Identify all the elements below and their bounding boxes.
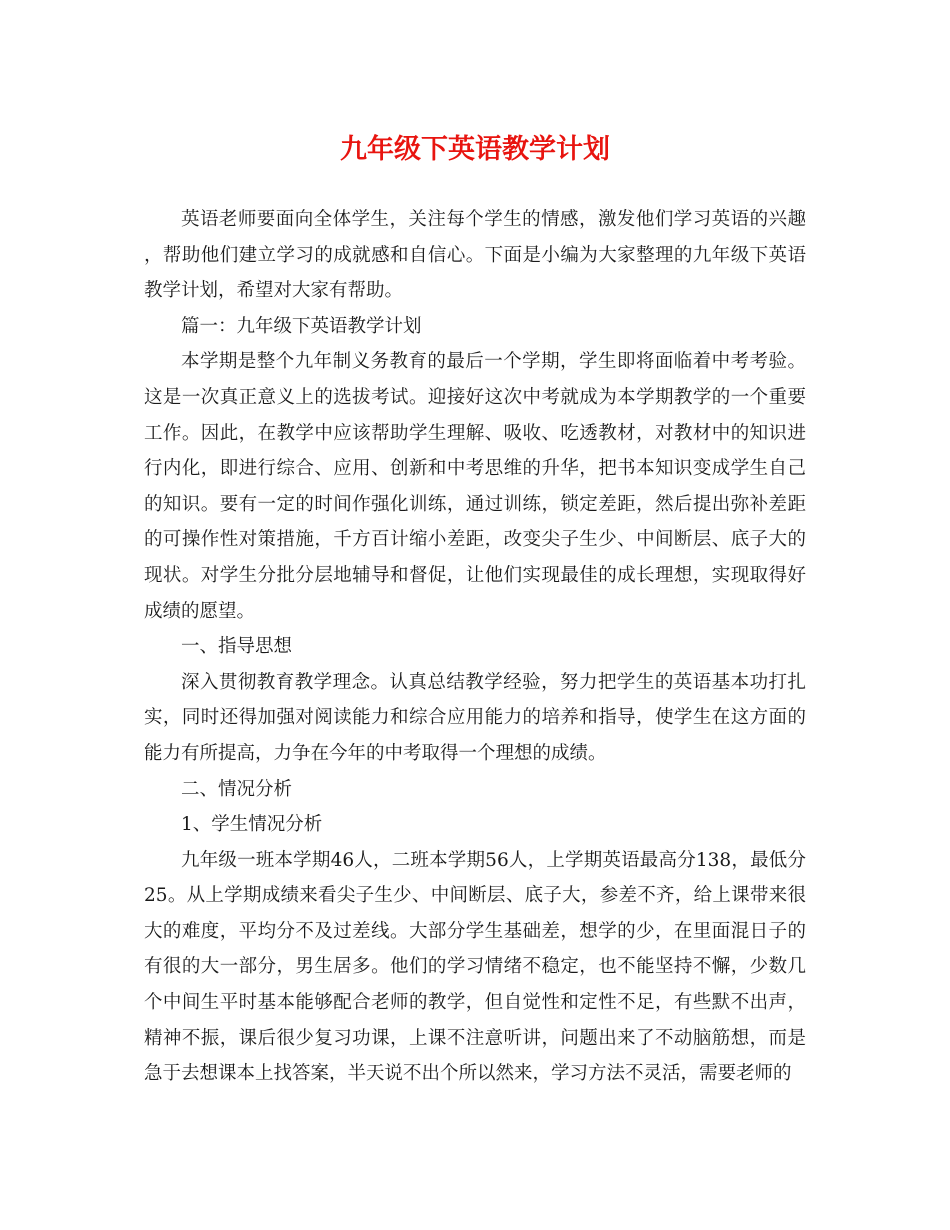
- paragraph-semester-overview: 本学期是整个九年制义务教育的最后一个学期，学生即将面临着中考考验。这是一次真正意义上的选拔考试。迎接好这次中考就成为本学期教学的一个重要工作。因此，在教学中应该帮助学生理解、吸收、吃透教材，对教材中的知识进行内化，即进行综合、应用、创新和中考思维的升华，把书本知识变成学生自己的知识。要有一定的时间作强化训练，通过训练，锁定差距，然后提出弥补差距的可操作性对策措施，千方百计缩小差距，改变尖子生少、中间断层、底子大的现状。对学生分批分层地辅导和督促，让他们实现最佳的成长理想，实现取得好成绩的愿望。: [144, 351, 806, 622]
- paragraph-guiding-ideology: 深入贯彻教育教学理念。认真总结教学经验，努力把学生的英语基本功打扎实，同时还得加强对阅读能力和综合应用能力的培养和指导，使学生在这方面的能力有所提高，力争在今年的中考取得一个理想的成绩。: [144, 671, 806, 764]
- paragraph-heading-situation-analysis: 二、情况分析: [181, 778, 293, 800]
- paragraph-student-analysis: 九年级一班本学期46人，二班本学期56人，上学期英语最高分138，最低分25。从上学期成绩来看尖子生少、中间断层、底子大，参差不齐，给上课带来很大的难度，平均分不及过差线。大部分学生基础差，想学的少，在里面混日子的有很的大一部分，男生居多。他们的学习情绪不稳定，也不能坚持不懈，少数几个中间生平时基本能够配合老师的教学，但自觉性和定性不足，有些默不出声，精神不振，课后很少复习功课，上课不注意听讲，问题出来了不动脑筋想，而是急于去想课本上找答案，半天说不出个所以然来，学习方法不灵活，需要老师的: [144, 849, 806, 1085]
- paragraph-heading-student-analysis: 1、学生情况分析: [181, 814, 323, 836]
- document-title: 九年级下英语教学计划: [340, 134, 610, 165]
- document-body: [144, 202, 806, 1092]
- paragraph-intro: 英语老师要面向全体学生，关注每个学生的情感，激发他们学习英语的兴趣，帮助他们建立学习的成就感和自信心。下面是小编为大家整理的九年级下英语教学计划，希望对大家有帮助。: [144, 209, 806, 302]
- paragraph-section-heading-part-one: 篇一：九年级下英语教学计划: [181, 315, 422, 337]
- paragraph-heading-guiding-ideology: 一、指导思想: [181, 636, 293, 658]
